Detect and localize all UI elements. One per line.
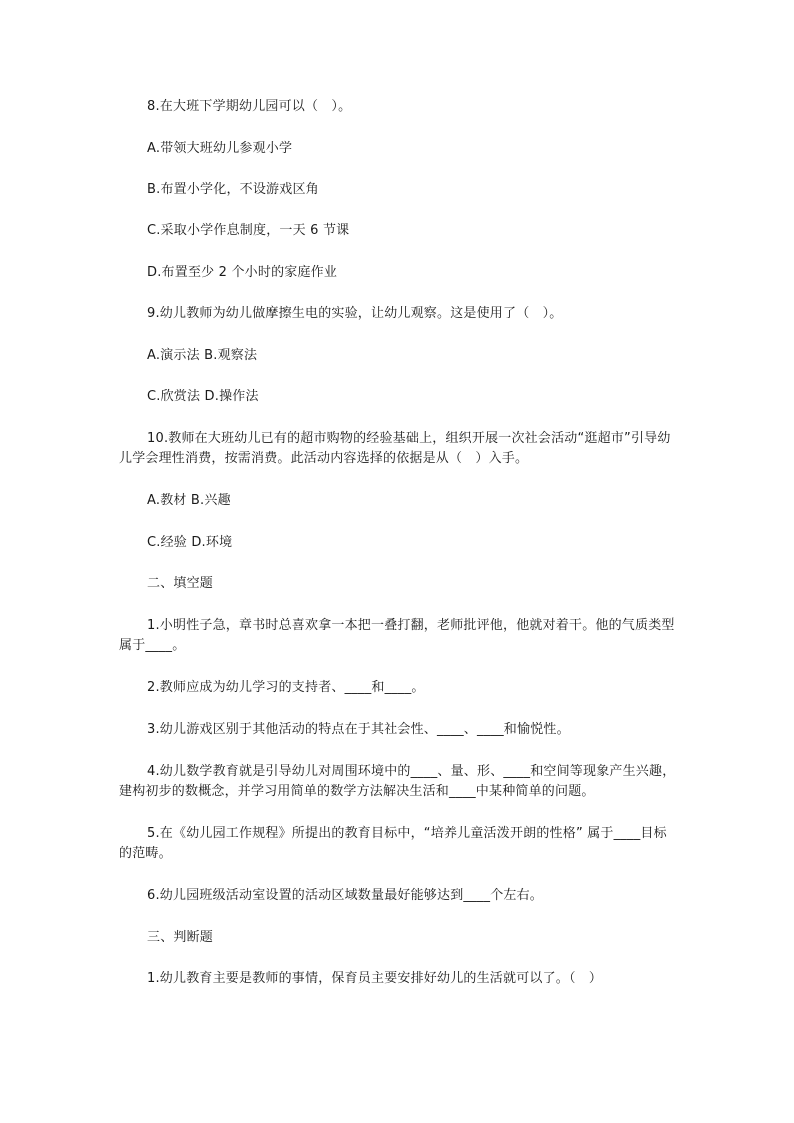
question-9-options-ab: A.演示法 B.观察法 xyxy=(147,348,258,363)
question-10-options-ab: A.教材 B.兴趣 xyxy=(147,493,231,508)
section-heading-fill-blank: 二、填空题 xyxy=(147,576,214,591)
question-8: 8.在大班下学期幼儿园可以（ ）。 xyxy=(147,99,352,114)
fill-blank-1: 1.小明性子急，章书时总喜欢拿一本把一叠打翻，老师批评他，他就对着干。他的气质类型属于____。 xyxy=(119,618,675,653)
fill-blank-4: 4.幼儿数学教育就是引导幼儿对周围环境中的____、量、形、____和空间等现象产生兴趣，建构初步的数概念，并学习用简单的数学方法解决生活和____中某种简单的问题。 xyxy=(119,764,676,799)
question-8-option-a: A.带领大班幼儿参观小学 xyxy=(147,141,293,156)
fill-blank-2: 2.教师应成为幼儿学习的支持者、____和____。 xyxy=(147,680,425,695)
question-8-option-c: C.采取小学作息制度，一天 6 节课 xyxy=(147,223,350,238)
fill-blank-5: 5.在《幼儿园工作规程》所提出的教育目标中，“培养儿童活泼开朗的性格” 属于____目标的范畴。 xyxy=(119,826,667,861)
question-8-option-b: B.布置小学化，不设游戏区角 xyxy=(147,182,319,197)
question-9: 9.幼儿教师为幼儿做摩擦生电的实验，让幼儿观察。这是使用了（ ）。 xyxy=(147,306,563,321)
question-10: 10.教师在大班幼儿已有的超市购物的经验基础上，组织开展一次社会活动“逛超市”引导幼儿学会理性消费，按需消费。此活动内容选择的依据是从（ ）入手。 xyxy=(119,431,671,466)
question-9-options-cd: C.欣赏法 D.操作法 xyxy=(147,389,259,404)
fill-blank-6: 6.幼儿园班级活动室设置的活动区域数量最好能够达到____个左右。 xyxy=(147,888,544,903)
true-false-1: 1.幼儿教育主要是教师的事情，保育员主要安排好幼儿的生活就可以了。（ ） xyxy=(147,971,603,986)
question-8-option-d: D.布置至少 2 个小时的家庭作业 xyxy=(147,265,338,280)
section-heading-true-false: 三、判断题 xyxy=(147,930,214,945)
fill-blank-3: 3.幼儿游戏区别于其他活动的特点在于其社会性、____、____和愉悦性。 xyxy=(147,722,570,737)
question-10-options-cd: C.经验 D.环境 xyxy=(147,535,233,550)
